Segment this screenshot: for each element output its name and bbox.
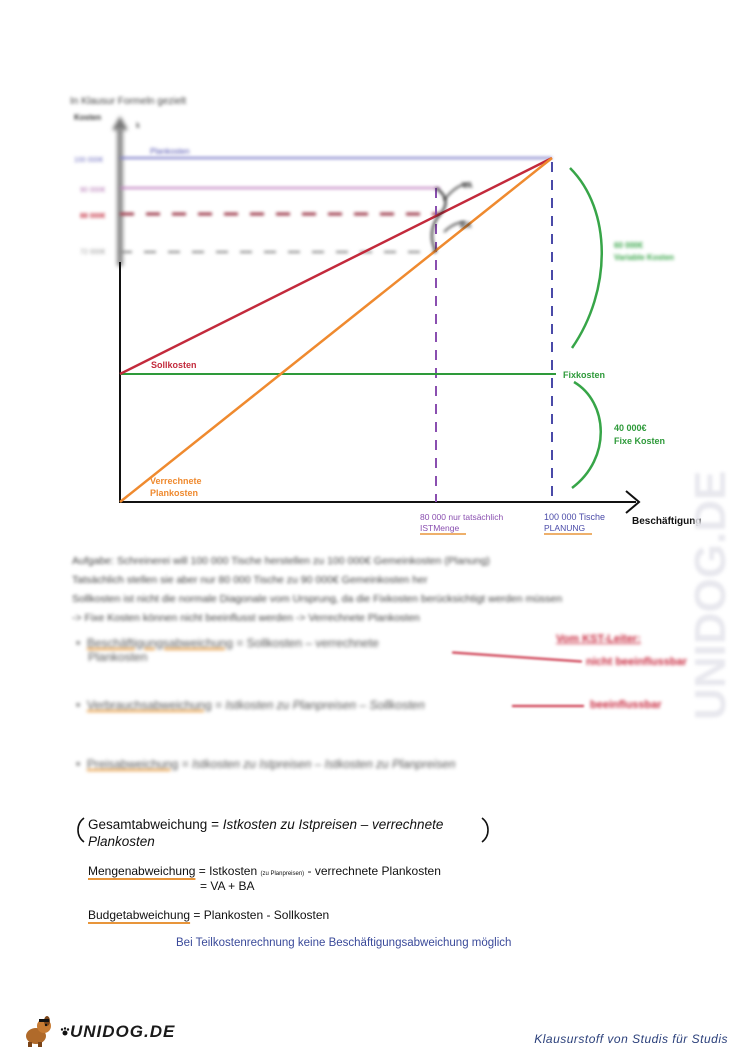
note-kst: Vom KST-Leiter:	[556, 633, 641, 645]
bullet-verbrauch-term: Verbrauchsabweichung	[86, 698, 212, 712]
task-line-1: Aufgabe: Schreinerei will 100 000 Tische herstellen zu 100 000€ Gemeinkosten (Planung)	[72, 555, 490, 567]
fixed-costs-1: 40 000€	[614, 423, 647, 433]
sollkosten-label: Sollkosten	[151, 360, 197, 370]
bullet-beschaeftigung-term: Beschäftigungsabweichung	[86, 636, 233, 650]
gesamt-line-2	[88, 834, 155, 849]
verrechnete-label-1: Verrechnete	[150, 476, 202, 486]
logo-text: UNIDOG.DE	[70, 1022, 176, 1041]
bullet-preis: • Preisabweichung = Istkosten zu Istpreisen – Istkosten zu Planpreisen	[76, 757, 456, 771]
va-bracket	[436, 188, 446, 214]
plan-label-1: 100 000 Tische	[544, 512, 606, 522]
task-line-2: Tatsächlich stellen sie aber nur 80 000 Tische zu 90 000€ Gemeinkosten her	[72, 574, 428, 586]
unidog-logo[interactable]	[22, 1014, 175, 1050]
y-tick-88000: 88 000€	[80, 213, 106, 220]
note-yes-line	[512, 705, 584, 707]
gesamt-italic-2: Plankosten	[88, 834, 155, 849]
watermark: UNIDOG.DE	[686, 470, 735, 720]
note-yes: beeinflussbar	[590, 699, 662, 711]
note-not: nicht beeinflussbar	[586, 656, 687, 668]
budget-line	[88, 908, 329, 922]
variable-costs-2: Variable Kosten	[614, 253, 675, 262]
paw-icon	[60, 1027, 70, 1037]
budget-term: Budgetabweichung	[88, 908, 191, 922]
plankosten-label: Plankosten	[150, 147, 190, 156]
right-paren	[478, 816, 492, 844]
menge-line-2: = VA + BA	[200, 879, 255, 893]
gesamt-line-1	[88, 817, 443, 832]
y-axis-arrow	[112, 116, 128, 130]
ba-label: BA	[460, 221, 472, 230]
gesamt-plain: Gesamtabweichung =	[88, 817, 223, 832]
menge-line	[88, 864, 441, 878]
left-paren	[74, 816, 88, 844]
fixed-costs-2: Fixe Kosten	[614, 436, 666, 446]
y-tick-90000: 90 000€	[80, 187, 106, 194]
bullet-verbrauch-rest: = Istkosten zu Planpreisen – Sollkosten	[211, 698, 425, 712]
y-tick-72000: 72 000€	[80, 249, 106, 256]
verrechnete-line	[120, 158, 552, 502]
menge-rest-b: - verrechnete Plankosten	[304, 864, 441, 878]
footer-tagline: Klausurstoff von Studis für Studis	[534, 1032, 728, 1046]
plan-label-2: PLANUNG	[544, 523, 586, 533]
bullet-verbrauch: • Verbrauchsabweichung = Istkosten zu Planpreisen – Sollkosten	[76, 698, 425, 712]
ist-label-2: ISTMenge	[420, 523, 460, 533]
note-not-line	[452, 651, 582, 662]
task-line-4: -> Fixe Kosten können nicht beeinflusst werden -> Verrechnete Plankosten	[72, 612, 420, 624]
bullet-beschaeftigung-rest2: Plankosten	[88, 650, 148, 664]
task-line-3: Sollkosten ist nicht die normale Diagonale vom Ursprung, da die Fixkosten berücksichtigt werden müssen	[72, 593, 563, 605]
x-axis-label: Beschäftigung	[632, 516, 702, 527]
verrechnete-label-2: Plankosten	[150, 488, 199, 498]
budget-rest: = Plankosten - Sollkosten	[190, 908, 330, 922]
bullet-preis-term: Preisabweichung	[86, 757, 179, 771]
fixed-brace	[572, 382, 601, 488]
ist-label-1: 80 000 nur tatsächlich	[420, 512, 504, 522]
y-axis-marker: k	[136, 121, 140, 130]
bullet-beschaeftigung: • Beschäftigungsabweichung = Sollkosten – verrechnete Plankosten	[76, 636, 379, 664]
dog-icon	[22, 1016, 54, 1048]
bullet-beschaeftigung-rest: = Sollkosten – verrechnete	[232, 636, 379, 650]
sollkosten-line	[120, 158, 552, 374]
menge-small: (zu Planpreisen)	[260, 871, 305, 877]
variable-costs-1: 60 000€	[614, 241, 643, 250]
bullet-preis-rest: = Istkosten zu Istpreisen – Istkosten zu Planpreisen	[178, 757, 456, 771]
va-label: VA	[462, 181, 473, 190]
variable-brace	[570, 168, 602, 348]
menge-rest-a: = Istkosten	[195, 864, 261, 878]
menge-term: Mengenabweichung	[88, 864, 196, 878]
y-tick-100000: 100 000€	[74, 157, 104, 164]
teilkosten-note: Bei Teilkostenrechnung keine Beschäftigungsabweichung möglich	[176, 937, 512, 949]
y-axis-label: Kosten	[74, 113, 102, 122]
diagram-intro: In Klausur Formeln gezielt	[70, 96, 187, 107]
gesamt-italic-1: Istkosten zu Istpreisen – verrechnete	[222, 817, 444, 832]
fixkosten-label: Fixkosten	[563, 370, 606, 380]
y-axis-upper-blur	[117, 128, 123, 266]
